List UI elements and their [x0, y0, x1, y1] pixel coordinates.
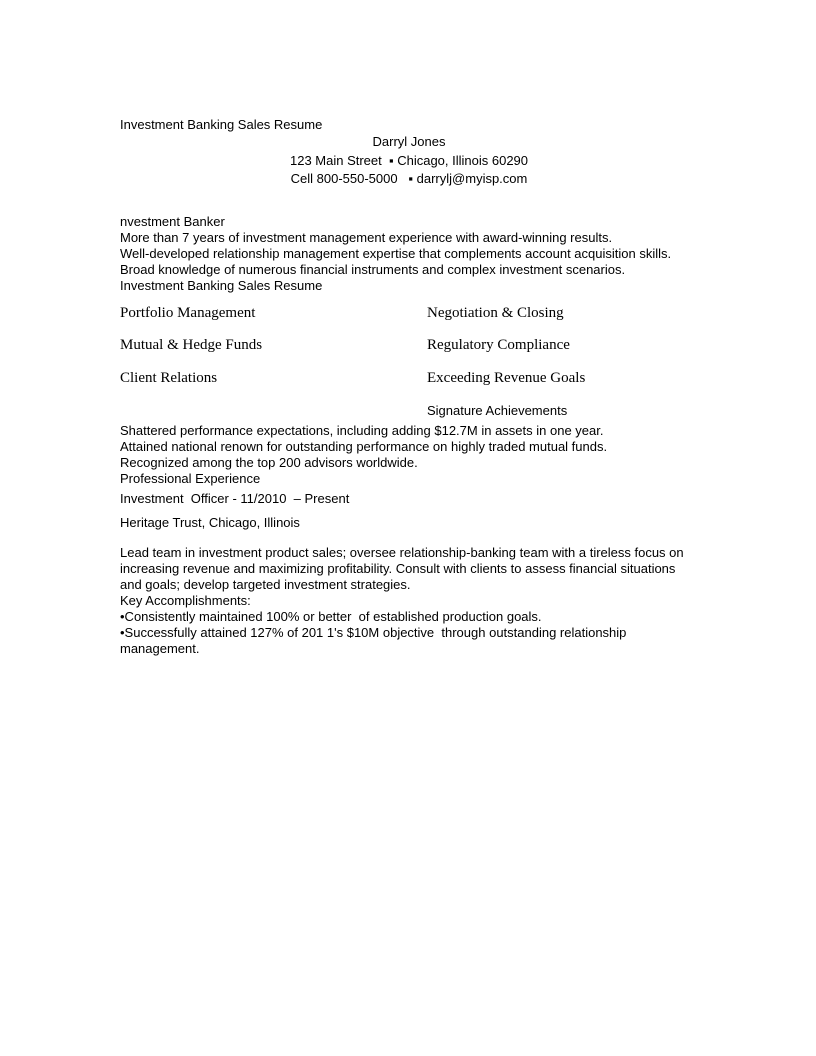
skill-item: Client Relations: [120, 369, 218, 386]
profile-paragraph: More than 7 years of investment management experience with award-winning results.: [120, 229, 613, 245]
key-accomplishments-heading: Key Accomplishments:: [120, 593, 251, 608]
skill-item: Exceeding Revenue Goals: [427, 369, 586, 386]
experience-heading: Professional Experience: [120, 471, 261, 486]
profile-heading: nvestment Banker: [120, 213, 225, 229]
address-line: 123 Main Street ▪ Chicago, Illinois 60290: [289, 152, 529, 168]
achievement-paragraph: Shattered performance expectations, including adding $12.7M in assets in one year.: [120, 423, 604, 438]
candidate-name: Darryl Jones: [372, 134, 446, 149]
document-title: Investment Banking Sales Resume: [120, 117, 323, 132]
accomplishment-bullet: •Consistently maintained 100% or better of established production goals.: [120, 609, 542, 624]
profile-paragraph: Investment Banking Sales Resume: [120, 277, 323, 293]
job-block: [120, 487, 698, 535]
resume-content: [120, 117, 698, 657]
job-title-line: Investment Officer - 11/2010 – Present: [120, 491, 350, 506]
contact-block: [120, 133, 698, 189]
skill-item-signature-achievements: Signature Achievements: [427, 403, 568, 418]
job-summary: Lead team in investment product sales; oversee relationship-banking team with a tireless focus on increasing revenue and maximizing profitability. Consult with clients to assess financial situations and goals; develop targeted investment strategies.: [120, 545, 688, 592]
achievement-paragraph: Attained national renown for outstanding performance on highly traded mutual funds.: [120, 439, 608, 454]
skill-item-empty: [120, 401, 427, 420]
phone-email-line: Cell 800-550-5000 ▪ darrylj@myisp.com: [290, 171, 528, 186]
achievement-paragraph: Recognized among the top 200 advisors worldwide.: [120, 455, 418, 470]
accomplishment-bullet: •Successfully attained 127% of 201 1's $10M objective through outstanding relationship management.: [120, 625, 631, 656]
skill-item: Regulatory Compliance: [427, 337, 570, 353]
skills-grid: [120, 304, 698, 421]
company-line: Heritage Trust, Chicago, Illinois: [120, 515, 300, 530]
profile-paragraph: Broad knowledge of numerous financial instruments and complex investment scenarios.: [120, 261, 626, 277]
skill-item: Negotiation & Closing: [427, 304, 564, 321]
skill-item: Portfolio Management: [120, 304, 256, 321]
skill-item: Mutual & Hedge Funds: [120, 337, 263, 353]
profile-paragraph: Well-developed relationship management expertise that complements account acquisition skills.: [120, 245, 672, 261]
